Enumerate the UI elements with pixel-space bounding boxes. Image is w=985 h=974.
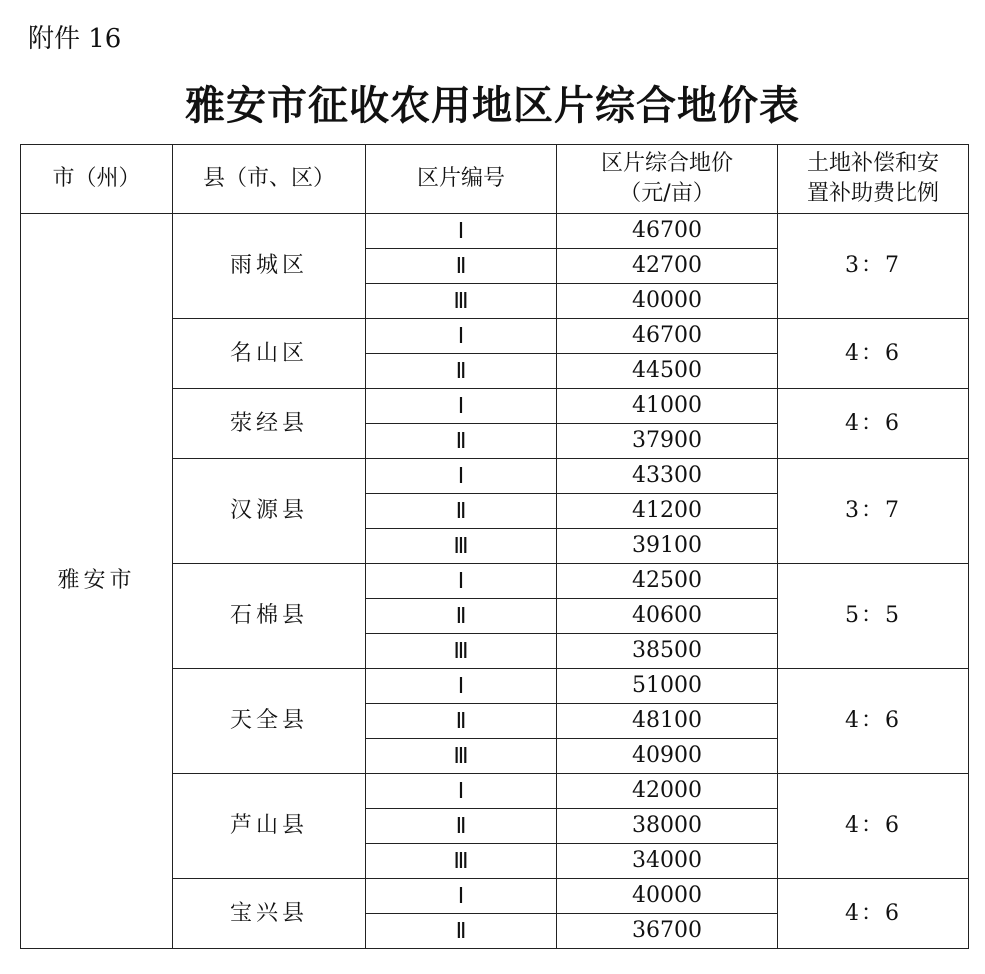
zone-cell: Ⅱ <box>366 494 557 529</box>
price-cell: 42000 <box>557 774 778 809</box>
zone-cell: Ⅱ <box>366 354 557 389</box>
zone-cell: Ⅱ <box>366 704 557 739</box>
land-price-table <box>20 144 969 949</box>
zone-cell: Ⅱ <box>366 249 557 284</box>
zone-cell: Ⅰ <box>366 564 557 599</box>
zone-cell: Ⅱ <box>366 809 557 844</box>
city-cell: 雅安市 <box>21 214 173 949</box>
price-cell: 41200 <box>557 494 778 529</box>
zone-cell: Ⅲ <box>366 739 557 774</box>
page-title: 雅安市征收农用地区片综合地价表 <box>185 82 800 129</box>
price-cell: 38500 <box>557 634 778 669</box>
ratio-cell: 3：7 <box>778 214 969 319</box>
zone-cell: Ⅰ <box>366 459 557 494</box>
price-cell: 43300 <box>557 459 778 494</box>
zone-cell: Ⅱ <box>366 914 557 949</box>
county-cell: 荥经县 <box>173 389 366 459</box>
price-cell: 38000 <box>557 809 778 844</box>
price-cell: 44500 <box>557 354 778 389</box>
header-price-line2: （元/亩） <box>619 181 715 206</box>
header-city: 市（州） <box>21 145 173 214</box>
price-cell: 39100 <box>557 529 778 564</box>
ratio-cell: 4：6 <box>778 389 969 459</box>
header-price-line1: 区片综合地价 <box>600 151 733 176</box>
ratio-cell: 5：5 <box>778 564 969 669</box>
price-cell: 40600 <box>557 599 778 634</box>
header-ratio-line1: 土地补偿和安 <box>806 151 939 176</box>
price-cell: 48100 <box>557 704 778 739</box>
ratio-cell: 4：6 <box>778 774 969 879</box>
price-cell: 40000 <box>557 879 778 914</box>
county-cell: 芦山县 <box>173 774 366 879</box>
zone-cell: Ⅰ <box>366 319 557 354</box>
zone-cell: Ⅲ <box>366 529 557 564</box>
price-cell: 42700 <box>557 249 778 284</box>
zone-cell: Ⅲ <box>366 284 557 319</box>
county-cell: 宝兴县 <box>173 879 366 949</box>
zone-cell: Ⅰ <box>366 669 557 704</box>
attachment-label: 附件 16 <box>28 24 122 54</box>
price-cell: 34000 <box>557 844 778 879</box>
zone-cell: Ⅲ <box>366 634 557 669</box>
table-row <box>21 214 969 249</box>
county-cell: 石棉县 <box>173 564 366 669</box>
price-cell: 46700 <box>557 214 778 249</box>
header-ratio-line2: 置补助费比例 <box>806 181 939 206</box>
county-cell: 天全县 <box>173 669 366 774</box>
county-cell: 汉源县 <box>173 459 366 564</box>
county-cell: 雨城区 <box>173 214 366 319</box>
ratio-cell: 4：6 <box>778 319 969 389</box>
header-ratio <box>778 145 969 214</box>
zone-cell: Ⅰ <box>366 214 557 249</box>
zone-cell: Ⅰ <box>366 774 557 809</box>
price-cell: 36700 <box>557 914 778 949</box>
header-county: 县（市、区） <box>173 145 366 214</box>
zone-cell: Ⅰ <box>366 389 557 424</box>
header-zone-no: 区片编号 <box>366 145 557 214</box>
ratio-cell: 4：6 <box>778 879 969 949</box>
price-cell: 40000 <box>557 284 778 319</box>
price-cell: 41000 <box>557 389 778 424</box>
table-body <box>21 214 969 949</box>
header-price <box>557 145 778 214</box>
zone-cell: Ⅱ <box>366 599 557 634</box>
zone-cell: Ⅰ <box>366 879 557 914</box>
price-cell: 42500 <box>557 564 778 599</box>
zone-cell: Ⅲ <box>366 844 557 879</box>
price-cell: 37900 <box>557 424 778 459</box>
ratio-cell: 3：7 <box>778 459 969 564</box>
table-header-row <box>21 145 969 214</box>
ratio-cell: 4：6 <box>778 669 969 774</box>
price-cell: 51000 <box>557 669 778 704</box>
price-cell: 46700 <box>557 319 778 354</box>
price-cell: 40900 <box>557 739 778 774</box>
county-cell: 名山区 <box>173 319 366 389</box>
zone-cell: Ⅱ <box>366 424 557 459</box>
